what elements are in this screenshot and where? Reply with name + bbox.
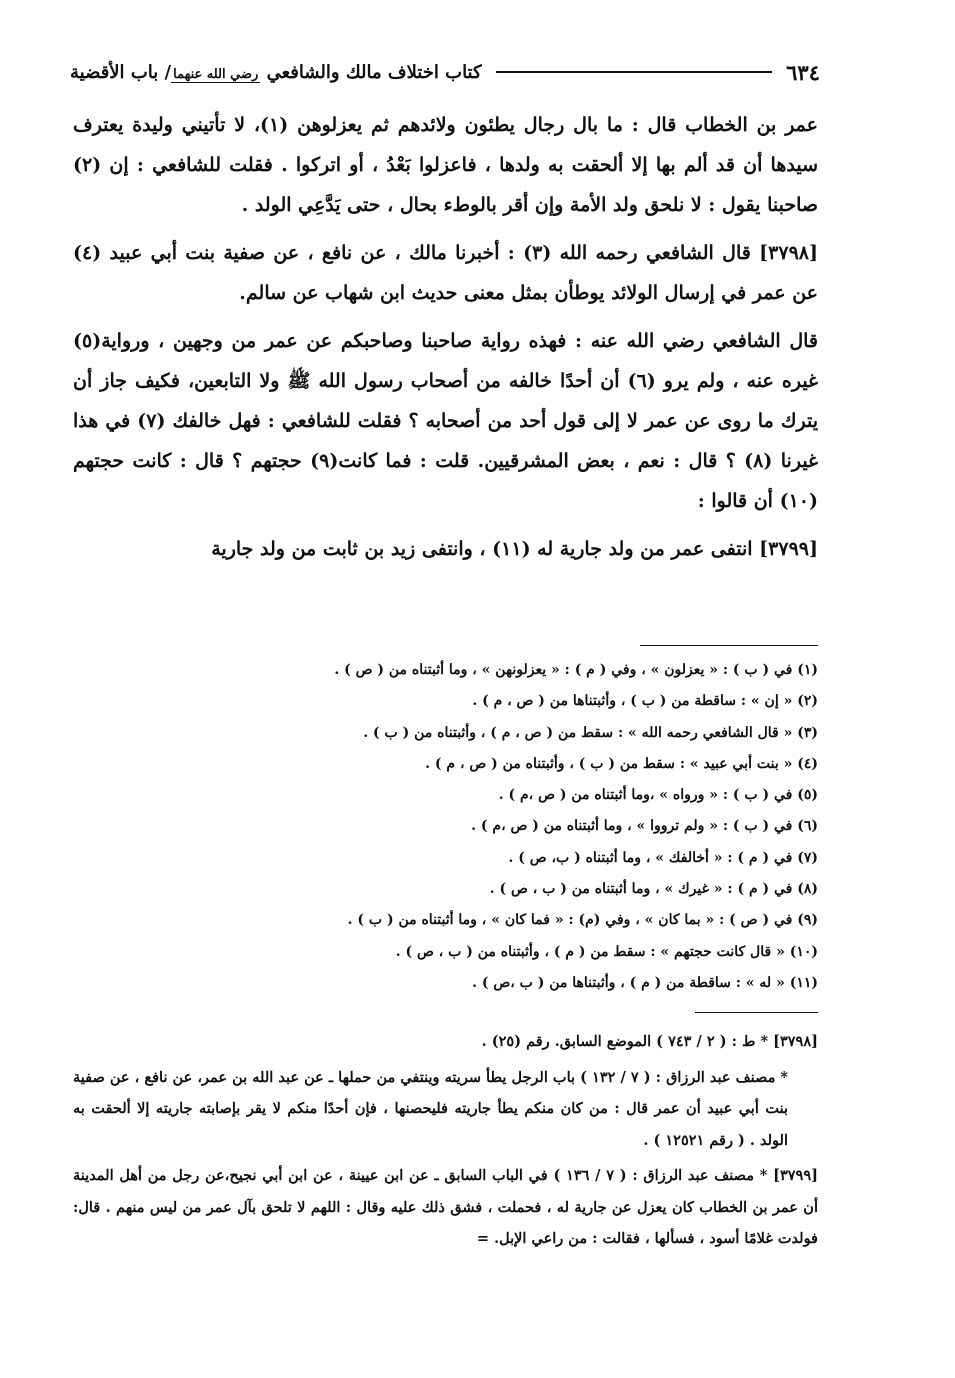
reference-3799 (73, 1160, 818, 1255)
reference-number: [٣٧٩٨] (773, 1033, 818, 1050)
footnote: (٤) « بنت أبي عبيد » : سقط من ( ب ) ، وأثبتناه من ( ص ، م ) . (425, 755, 818, 772)
hadith-number: [٣٧٩٨] (759, 242, 818, 264)
paragraph-body: انتفى عمر من ولد جارية له (١١) ، وانتفى زيد بن ثابت من ولد جارية (211, 538, 760, 560)
footnote: (١٠) « قال كانت حجتهم » : سقط من ( م ) ، وأثبتناه من ( ب ، ص ) . (395, 943, 818, 960)
footnote: (٦) في ( ب ) : « ولم ترووا » ، وما أثبتناه من ( ص ،م ) . (471, 818, 818, 835)
references-separator (695, 1012, 818, 1013)
footnote: (٧) في ( م ) : « أخالفك » ، وما أثبتناه ( ب، ص ) . (508, 849, 818, 866)
paragraph-1: عمر بن الخطاب قال : ما بال رجال يطئون ولائدهم ثم يعزلوهن (١)، لا تأتيني وليدة يعترف سيدها أن قد ألم بها إلا ألحقت به ولدها ، فاعزلوا بَعْدُ ، أو اتركوا . فقلت للشافعي : إن (٢) صاحبنا يقول : لا نلحق ولد الأمة وإن أقر بالوطء بحال ، حتى يَدَّعِي الولد . (73, 114, 819, 216)
reference-3798 (73, 1026, 818, 1058)
paragraph-body: رضي الله عنه : فهذه رواية صاحبنا وصاحبكم عن عمر من وجهين ، ورواية(٥) غيره عنه ، ولم يرو (٦) أن أحدًا خالفه من أصحاب رسول الله ﷺ ولا التابعين، فكيف جاز أن يترك ما روى عن عمر لا إلى قول أحد من أصحابه ؟ فقلت للشافعي : فهل خالفك (٧) في هذا غيرنا (٨) ؟ قال : نعم ، بعض المشرقيين. قلت : فما كانت(٩) حجتهم ؟ قال : كانت حجتهم (١٠) أن قالوا : (73, 330, 818, 512)
honorific-seal: رضي الله عنهما (173, 66, 259, 82)
reference-abdulrazzaq: * مصنف عبد الرزاق : ( ٧ / ١٣٢ ) باب الرجل يطأ سريته وينتفي من حملها ـ عن عبد الله بن عمر، عن نافع ، عن صفية بنت أبي عبيد أن عمر قال : من كان منكم يطأ جاريته فليحصنها ، فإن أحدًا منكم لا يقر بإصابته جاريته إلا ألحقت به الولد . ( رقم ١٢٥٢١ ) . (73, 1068, 788, 1149)
hadith-number: [٣٧٩٩] (759, 538, 818, 560)
footnote: (٥) في ( ب ) : « ورواه » ،وما أثبتناه من ( ص ،م ) . (498, 787, 818, 804)
footnote: (٣) « قال الشافعي رحمه الله » : سقط من ( ص ، م ) ، وأثبتناه من ( ب ) . (363, 724, 818, 741)
reference-text: * مصنف عبد الرزاق : ( ٧ / ١٣٦ ) في الباب السابق ـ عن ابن عيينة ، عن ابن أبي نجيح،عن رجل من أهل المدينة أن عمر بن الخطاب كان يعزل عن جارية له ، فحملت ، فشق ذلك عليه وقال : اللهم لا تلحق بآل عمر من ليس منهم . قال: فولدت غلامًا أسود ، فسألها ، فقالت : من راعي الإبل. = (73, 1167, 818, 1247)
running-title (70, 62, 482, 83)
paragraph-commentary (73, 321, 818, 521)
footnote: (٢) « إن » : ساقطة من ( ب ) ، وأثبتناها من ( ص ، م ) . (472, 693, 818, 710)
source-references (73, 1026, 818, 1259)
page-number: ٦٣٤ (786, 59, 820, 85)
reference-text: * ط : ( ٢ / ٧٤٣ ) الموضع السابق. رقم (٢٥) . (481, 1033, 774, 1050)
main-text (73, 105, 818, 577)
paragraph-3799 (73, 529, 818, 569)
footnote-separator (640, 645, 818, 646)
speaker-intro: قال الشافعي (712, 330, 818, 352)
running-title-chapter: / باب الأقضية (70, 61, 172, 83)
header-rule (496, 71, 773, 73)
reference-number: [٣٧٩٩] (773, 1167, 818, 1184)
footnote: (١١) « له » : ساقطة من ( م ) ، وأثبتناها من ( ب ،ص ) . (472, 974, 818, 991)
footnote: (٩) في ( ص ) : « بما كان » ، وفي (م) : « فما كان » ، وما أثبتناه من ( ب ) . (347, 912, 818, 929)
running-title-main: كتاب اختلاف مالك والشافعي (260, 61, 482, 83)
footnote: (٨) في ( م ) : « غيرك » ، وما أثبتناه من ( ب ، ص ) . (489, 881, 818, 898)
paragraph-body: رحمه الله (٣) : أخبرنا مالك ، عن نافع ، عن صفية بنت أبي عبيد (٤) عن عمر في إرسال الولائد يوطأن بمثل معنى حديث ابن شهاب عن سالم. (73, 242, 818, 304)
speaker-intro: قال الشافعي (645, 242, 751, 264)
footnotes (73, 655, 818, 999)
paragraph-3798 (73, 233, 818, 313)
page-header (70, 52, 820, 92)
footnote: (١) في ( ب ) : « يعزلون » ، وفي ( م ) : « يعزلونهن » ، وما أثبتناه من ( ص ) . (334, 662, 818, 678)
